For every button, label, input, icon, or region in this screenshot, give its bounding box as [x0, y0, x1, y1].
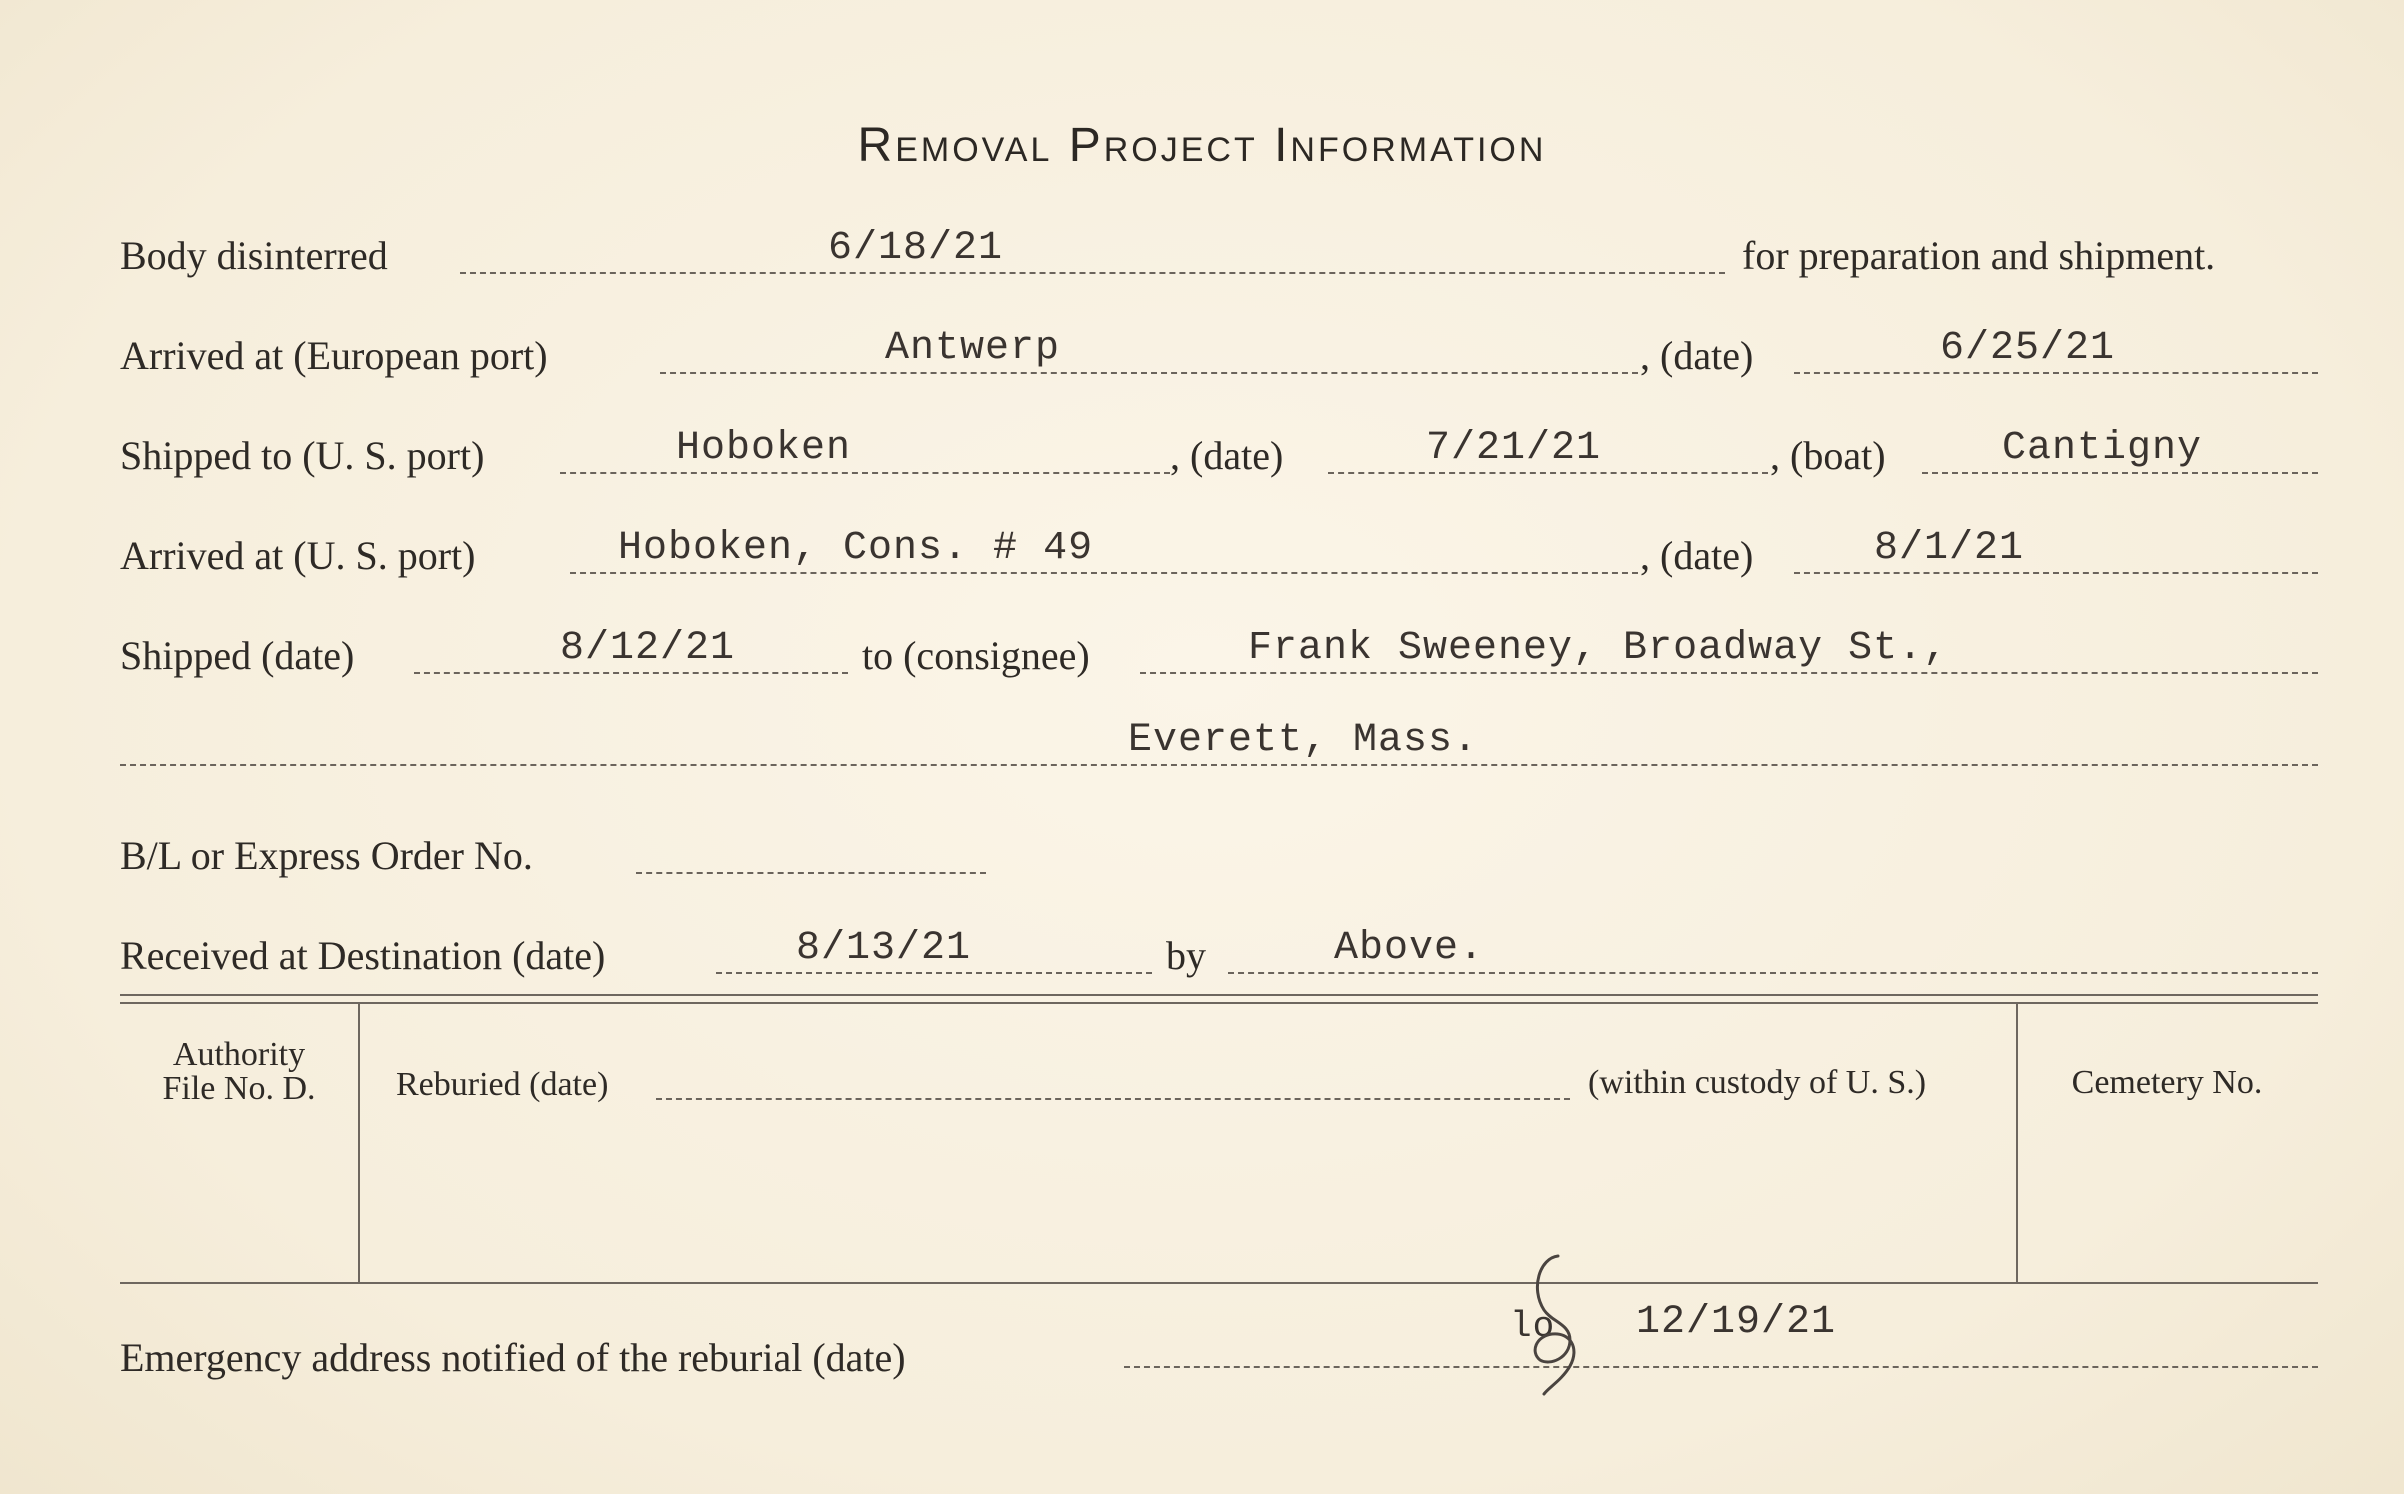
emergency-line	[1124, 1366, 2318, 1368]
authority-label-1: Authority	[172, 1036, 306, 1073]
shipped-date: 8/12/21	[560, 626, 736, 671]
bl-line	[636, 872, 986, 874]
page-title: Removal Project Information	[857, 119, 1547, 172]
box-divider-left	[358, 1004, 360, 1282]
arrived-us-label: Arrived at (U. S. port)	[120, 533, 476, 578]
consignee-line	[1140, 672, 2318, 674]
received-date-line	[716, 972, 1152, 974]
shipped-us-line	[560, 472, 1170, 474]
shipped-date-line	[414, 672, 848, 674]
received-label: Received at Destination (date)	[120, 933, 606, 978]
shipped-us-date-label: , (date)	[1170, 433, 1284, 478]
shipped-us-boat: Cantigny	[2002, 426, 2203, 471]
shipped-us-boat-line	[1922, 472, 2318, 474]
disinterred-suffix: for preparation and shipment.	[1742, 233, 2216, 278]
arrived-europe-date-line	[1794, 372, 2318, 374]
consignee-address: Everett, Mass.	[1128, 718, 1479, 763]
box-top-rule-2	[120, 1002, 2318, 1004]
disinterred-line	[460, 272, 1725, 274]
custody-label: (within custody of U. S.)	[1588, 1064, 1927, 1101]
shipped-us-boat-label: , (boat)	[1770, 433, 1886, 478]
shipped-us-port: Hoboken	[676, 426, 852, 471]
reburied-label: Reburied (date)	[396, 1066, 609, 1103]
handwritten-mark	[1500, 1248, 1610, 1398]
arrived-europe-label: Arrived at (European port)	[120, 333, 548, 378]
shipped-us-label: Shipped to (U. S. port)	[120, 433, 485, 478]
arrived-europe-date: 6/25/21	[1940, 326, 2116, 371]
authority-label-2: File No. D.	[162, 1070, 316, 1107]
box-bottom-rule	[120, 1282, 2318, 1284]
received-by-line	[1228, 972, 2318, 974]
arrived-us-port: Hoboken, Cons. # 49	[618, 526, 1094, 571]
arrived-us-line	[570, 572, 1638, 574]
shipped-us-date: 7/21/21	[1426, 426, 1602, 471]
arrived-us-date-line	[1794, 572, 2318, 574]
consignee-name: Frank Sweeney, Broadway St.,	[1248, 626, 1949, 671]
box-divider-right	[2016, 1004, 2018, 1282]
shipped-us-date-line	[1328, 472, 1768, 474]
arrived-us-date: 8/1/21	[1874, 526, 2025, 571]
bl-label: B/L or Express Order No.	[120, 833, 533, 878]
arrived-europe-port: Antwerp	[885, 326, 1061, 371]
emergency-prefix: lo	[1510, 1306, 1556, 1347]
consignee-line-2	[120, 764, 2318, 766]
received-date: 8/13/21	[796, 926, 972, 971]
box-top-rule	[120, 994, 2318, 996]
emergency-date: 12/19/21	[1636, 1300, 1837, 1345]
received-by: Above.	[1334, 926, 1485, 971]
disinterred-label: Body disinterred	[120, 233, 388, 278]
arrived-europe-date-label: , (date)	[1640, 333, 1754, 378]
arrived-us-date-label: , (date)	[1640, 533, 1754, 578]
reburied-line	[656, 1098, 1570, 1100]
emergency-label: Emergency address notified of the reburial (date)	[120, 1335, 906, 1380]
consignee-label: to (consignee)	[862, 633, 1090, 678]
received-by-label: by	[1166, 933, 1206, 978]
cemetery-label: Cemetery No.	[2071, 1064, 2263, 1101]
shipped-date-label: Shipped (date)	[120, 633, 355, 678]
arrived-europe-line	[660, 372, 1638, 374]
disinterred-value: 6/18/21	[828, 226, 1004, 271]
